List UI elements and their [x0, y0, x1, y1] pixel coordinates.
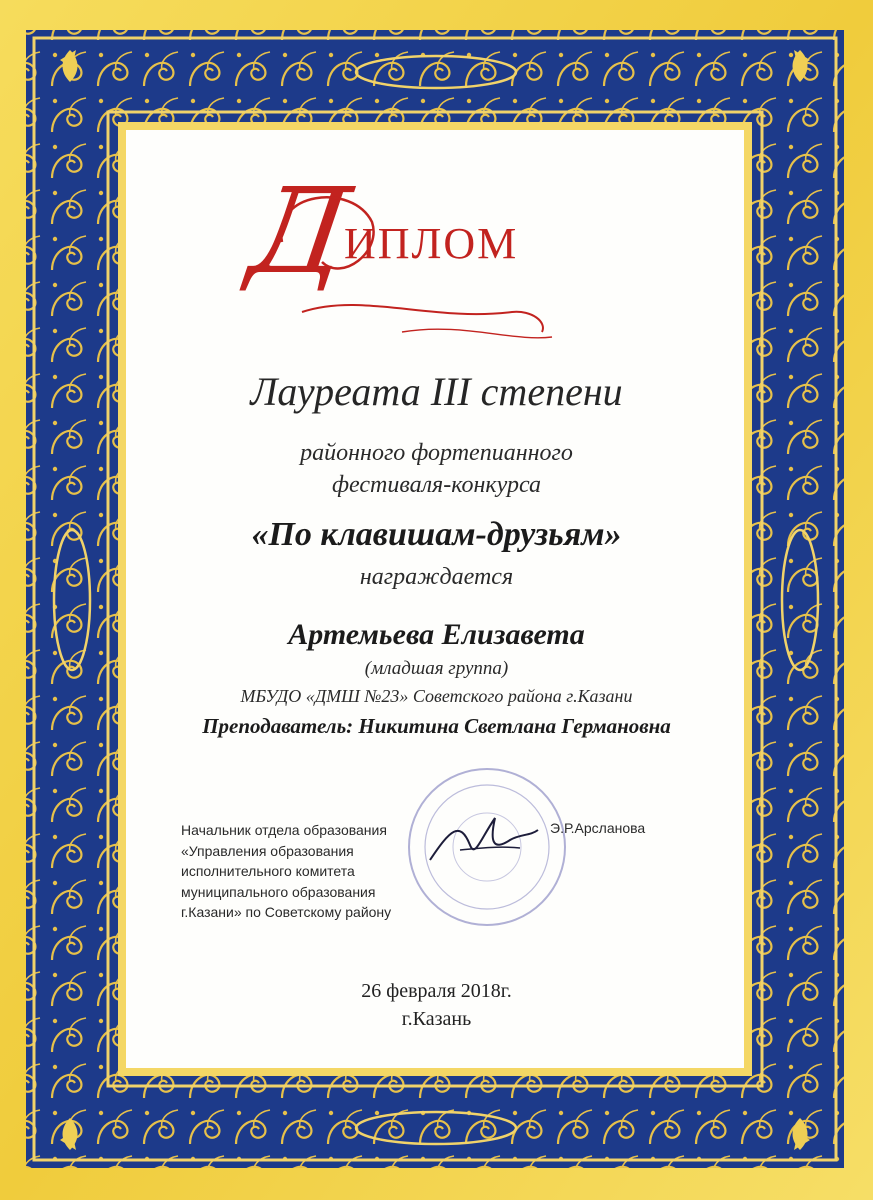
- award-date: 26 февраля 2018г.: [361, 980, 512, 1002]
- group-line: (младшая группа): [364, 658, 509, 679]
- position-line: г.Казани» по Советскому району: [181, 904, 392, 920]
- contest-name: «По клавишам-друзьям»: [251, 516, 622, 553]
- title-rest: ИПЛОМ: [343, 219, 519, 268]
- position-line: «Управления образования: [181, 842, 354, 859]
- awarded-line: награждается: [359, 564, 514, 590]
- festival-line-1: районного фортепианного: [300, 440, 573, 466]
- title-flourish: [262, 172, 562, 352]
- signatory-name: Э.Р.Арсланова: [550, 820, 646, 836]
- teacher-line: Преподаватель: Никитина Светлана Германовна: [202, 714, 671, 738]
- recipient-name: Артемьева Елизавета: [288, 618, 585, 651]
- school-line: МБУДО «ДМШ №23» Советского района г.Казани: [240, 686, 633, 706]
- award-city: г.Казань: [401, 1008, 472, 1030]
- position-line: муниципального образования: [181, 883, 376, 900]
- laureate-line: Лауреата III степени: [250, 369, 623, 414]
- title-initial-letter: Д: [242, 162, 358, 300]
- signatory-position: [181, 820, 391, 923]
- position-line: исполнительного комитета: [181, 863, 355, 879]
- position-line: Начальник отдела образования: [181, 822, 387, 838]
- festival-line-2: фестиваля-конкурса: [331, 472, 542, 498]
- handwritten-signature: [420, 800, 540, 870]
